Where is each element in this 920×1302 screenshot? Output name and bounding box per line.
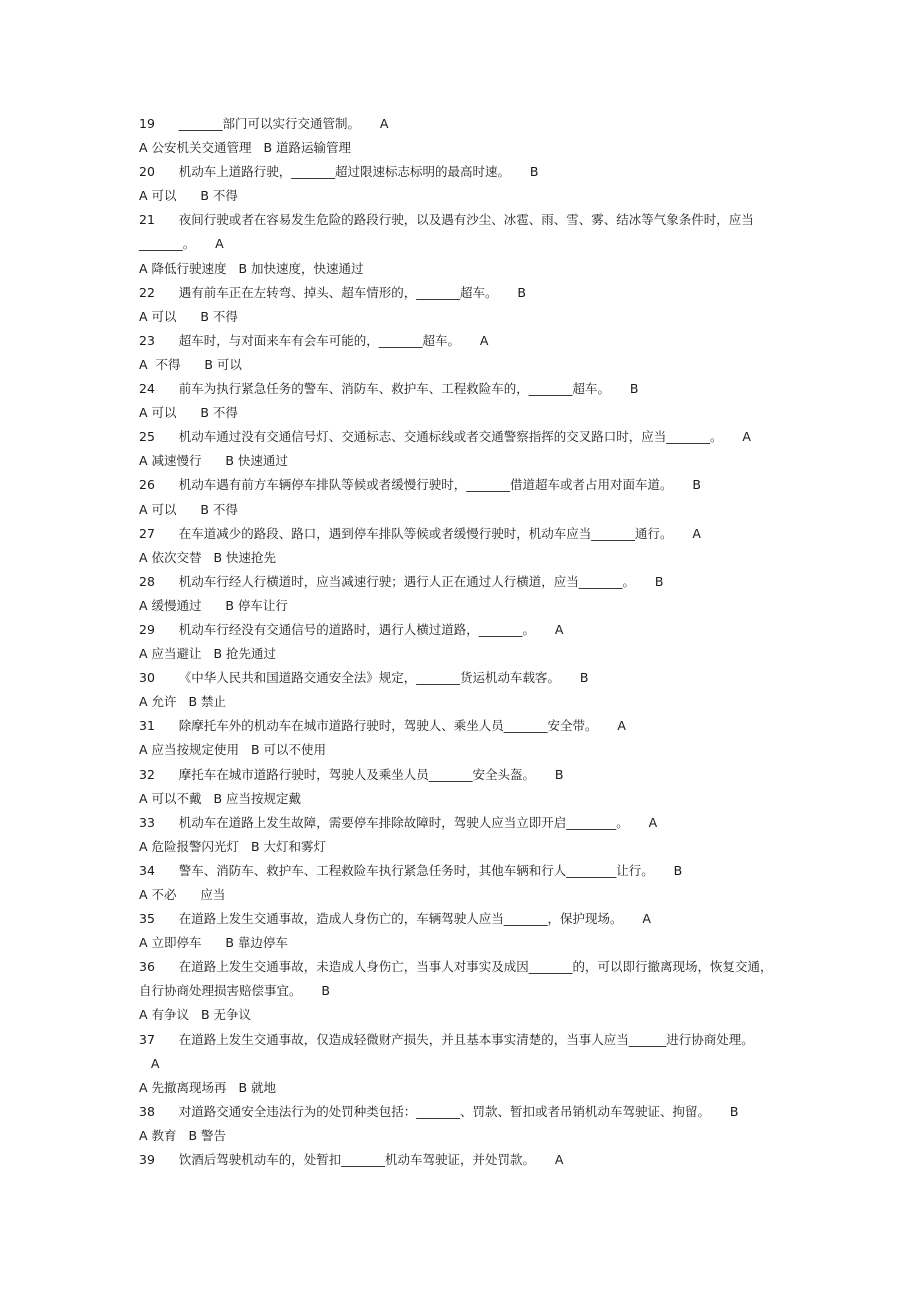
- question-23: 23 超车时，与对面来车有会车可能的，_______超车。 A: [139, 332, 489, 348]
- options-37: A 先撤离现场再 B 就地: [139, 1079, 276, 1095]
- options-28: A 缓慢通过 B 停车让行: [139, 597, 288, 613]
- question-36-cont: 自行协商处理损害赔偿事宜。 B: [139, 983, 330, 999]
- question-26: 26 机动车遇有前方车辆停车排队等候或者缓慢行驶时，_______借道超车或者占用对面车道。 B: [139, 477, 701, 493]
- options-20: A 可以 B 不得: [139, 188, 238, 204]
- question-37-answer: A: [139, 1055, 160, 1071]
- options-32: A 可以不戴 B 应当按规定戴: [139, 790, 301, 806]
- options-29: A 应当避让 B 抢先通过: [139, 646, 276, 662]
- question-34: 34 警车、消防车、救护车、工程救险车执行紧急任务时，其他车辆和行人________让行。 B: [139, 862, 683, 878]
- options-26: A 可以 B 不得: [139, 501, 238, 517]
- options-19: A 公安机关交通管理 B 道路运输管理: [139, 140, 351, 156]
- options-31: A 应当按规定使用 B 可以不使用: [139, 742, 326, 758]
- question-20: 20 机动车上道路行驶，_______超过限速标志标明的最高时速。 B: [139, 164, 539, 180]
- document-page: [139, 112, 799, 1172]
- options-38: A 教育 B 警告: [139, 1127, 226, 1143]
- options-25: A 减速慢行 B 快速通过: [139, 453, 288, 469]
- options-21: A 降低行驶速度 B 加快速度，快速通过: [139, 260, 364, 276]
- options-23: A 不得 B 可以: [139, 356, 242, 372]
- question-27: 27 在车道减少的路段、路口，遇到停车排队等候或者缓慢行驶时，机动车应当_______通行。 A: [139, 525, 701, 541]
- options-34: A 不必 应当: [139, 887, 226, 902]
- options-33: A 危险报警闪光灯 B 大灯和雾灯: [139, 838, 326, 854]
- question-21: 21 夜间行驶或者在容易发生危险的路段行驶，以及遇有沙尘、冰雹、雨、雪、雾、结冰等气象条件时，应当: [139, 212, 754, 228]
- question-31: 31 除摩托车外的机动车在城市道路行驶时，驾驶人、乘坐人员_______安全带。 A: [139, 718, 626, 734]
- question-24: 24 前车为执行紧急任务的警车、消防车、救护车、工程救险车的，_______超车。 B: [139, 381, 639, 397]
- question-33: 33 机动车在道路上发生故障，需要停车排除故障时，驾驶人应当立即开启________。 A: [139, 814, 658, 830]
- question-36: 36 在道路上发生交通事故，未造成人身伤亡，当事人对事实及成因_______的，可以即行撤离现场，恢复交通，: [139, 959, 773, 975]
- options-30: A 允许 B 禁止: [139, 694, 226, 710]
- question-30: 30 《中华人民共和国道路交通安全法》规定，_______货运机动车载客。 B: [139, 670, 589, 686]
- options-22: A 可以 B 不得: [139, 308, 238, 324]
- question-32: 32 摩托车在城市道路行驶时，驾驶人及乘坐人员_______安全头盔。 B: [139, 766, 564, 782]
- question-21-cont: _______。 A: [139, 236, 224, 252]
- options-24: A 可以 B 不得: [139, 405, 238, 421]
- options-36: A 有争议 B 无争议: [139, 1007, 251, 1023]
- question-39: 39 饮酒后驾驶机动车的，处暂扣_______机动车驾驶证，并处罚款。 A: [139, 1152, 564, 1168]
- question-28: 28 机动车行经人行横道时，应当减速行驶；遇行人正在通过人行横道，应当_______。 B: [139, 573, 664, 589]
- options-35: A 立即停车 B 靠边停车: [139, 935, 288, 951]
- question-37: 37 在道路上发生交通事故，仅造成轻微财产损失，并且基本事实清楚的，当事人应当______进行协商处理。: [139, 1031, 754, 1047]
- question-19: 19 _______部门可以实行交通管制。 A: [139, 116, 389, 131]
- question-38: 38 对道路交通安全违法行为的处罚种类包括：_______、罚款、暂扣或者吊销机动车驾驶证、拘留。 B: [139, 1103, 739, 1119]
- question-35: 35 在道路上发生交通事故，造成人身伤亡的，车辆驾驶人应当_______，保护现场。 A: [139, 911, 651, 927]
- question-29: 29 机动车行经没有交通信号的道路时，遇行人横过道路，_______。 A: [139, 621, 564, 637]
- question-25: 25 机动车通过没有交通信号灯、交通标志、交通标线或者交通警察指挥的交叉路口时，应当_______。 A: [139, 429, 751, 445]
- question-22: 22 遇有前车正在左转弯、掉头、超车情形的，_______超车。 B: [139, 284, 526, 300]
- options-27: A 依次交替 B 快速抢先: [139, 549, 276, 565]
